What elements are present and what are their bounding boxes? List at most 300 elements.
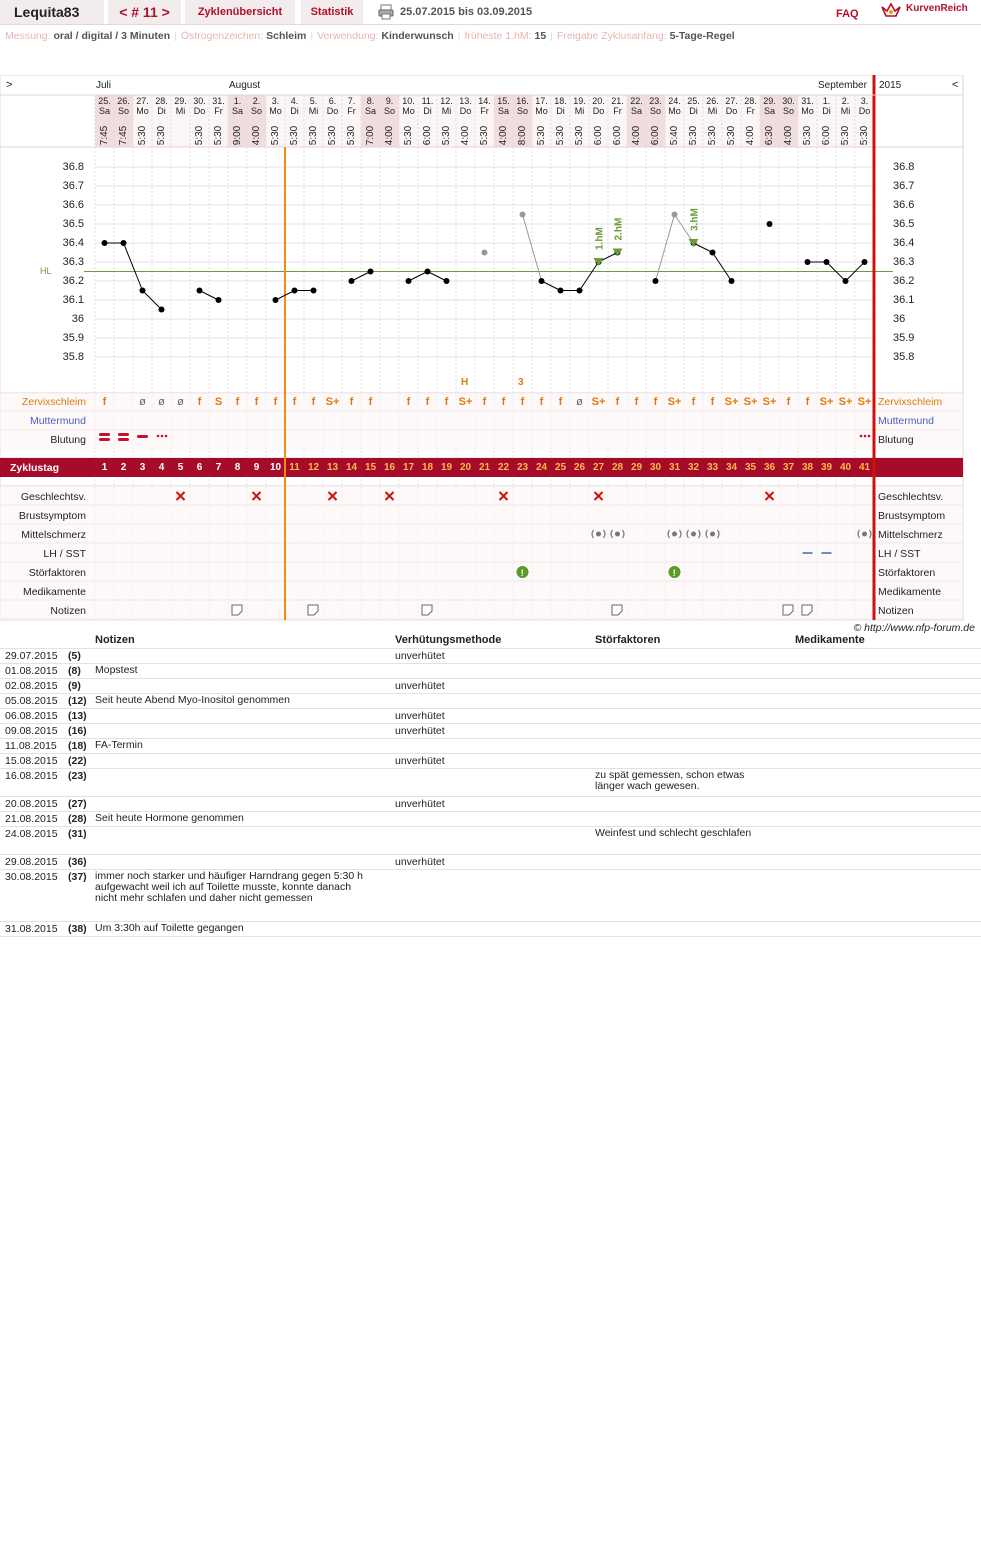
cycle-day: 6 — [196, 462, 203, 473]
y-tick-label: 36.2 — [62, 275, 84, 287]
pain-icon — [691, 532, 696, 537]
pain-icon — [710, 532, 715, 537]
temp-point — [577, 288, 583, 294]
faq-link[interactable]: FAQ — [836, 8, 859, 20]
temp-point — [710, 250, 716, 256]
cycle-day: 22 — [497, 462, 510, 473]
info-label: Verwendung: — [317, 30, 379, 42]
time-value: 5:30 — [555, 125, 566, 145]
weekend-cell — [228, 95, 247, 147]
cycle-day: 20 — [459, 462, 472, 473]
cycle-day: 18 — [421, 462, 434, 473]
weekday: Mo — [535, 106, 548, 116]
weekday: Sa — [497, 106, 509, 116]
weekday: Di — [423, 106, 432, 116]
weekday: Sa — [364, 106, 376, 116]
temp-point — [653, 278, 659, 284]
cycle-day: 17 — [402, 462, 415, 473]
day-number: 8. — [366, 96, 375, 106]
disturb-header: Störfaktoren — [595, 634, 661, 646]
cycle-day: 14 — [345, 462, 358, 473]
time-value: 4:00 — [498, 125, 509, 145]
notes-header-row — [0, 634, 981, 649]
note-date: 31.08.2015 — [5, 923, 58, 935]
pain-icon — [862, 532, 867, 537]
row-label-blutung: Blutung — [50, 434, 86, 446]
temp-point — [197, 288, 203, 294]
note-method: unverhütet — [395, 856, 445, 868]
weekday: Do — [193, 106, 206, 116]
temp-point — [444, 278, 450, 284]
note-date: 20.08.2015 — [5, 798, 58, 810]
weekday: Mi — [175, 106, 186, 116]
mucus-symbol: f — [235, 396, 240, 408]
obs-rows-bg — [0, 393, 963, 450]
notes-header: Notizen — [95, 634, 135, 646]
mucus-symbol: f — [444, 396, 449, 408]
spotting-marker — [157, 435, 160, 438]
time-value: 5:30 — [574, 125, 585, 145]
notes-row — [0, 693, 981, 709]
note-cycle-day: (28) — [68, 813, 87, 825]
hm-label: 1.hM — [594, 227, 606, 250]
y-tick-label: 35.8 — [893, 351, 915, 363]
notes-row — [0, 768, 981, 797]
mucus-symbol: f — [368, 396, 373, 408]
row-label-medi: Medikamente — [878, 586, 942, 598]
peak-marker: H — [461, 377, 469, 388]
mucus-symbol: f — [710, 396, 715, 408]
month-label: Juli — [96, 80, 112, 91]
time-value: 5:30 — [308, 125, 319, 145]
row-label-brust: Brustsymptom — [18, 510, 86, 522]
mucus-symbol: ø — [576, 396, 583, 408]
row-label-lh: LH / SST — [43, 548, 86, 560]
day-number: 15. — [497, 96, 510, 106]
row-label-stoer: Störfaktoren — [28, 567, 86, 579]
weekday: Mi — [707, 106, 718, 116]
cycle-day: 2 — [120, 462, 127, 473]
cycle-day: 27 — [592, 462, 605, 473]
y-tick-label: 36.2 — [893, 275, 915, 287]
day-number: 12. — [440, 96, 453, 106]
weekday: Fr — [746, 106, 755, 116]
cycle-day: 39 — [820, 462, 833, 473]
cycle-day: 21 — [478, 462, 491, 473]
temp-point — [273, 297, 279, 303]
day-number: 24. — [668, 96, 681, 106]
cycle-day: 38 — [801, 462, 814, 473]
cycle-day: 3 — [139, 462, 146, 473]
y-tick-label: 35.9 — [62, 332, 84, 344]
temp-point — [425, 269, 431, 275]
notes-row — [0, 826, 981, 855]
temp-point — [102, 240, 108, 246]
mucus-symbol: S+ — [458, 396, 473, 408]
day-number: 26. — [706, 96, 719, 106]
day-number: 27. — [136, 96, 149, 106]
note-method: unverhütet — [395, 710, 445, 722]
weekend-cell — [779, 95, 798, 147]
day-number: 5. — [309, 96, 318, 106]
note-cycle-day: (22) — [68, 755, 87, 767]
peak-marker: 3 — [518, 377, 524, 388]
day-number: 29. — [174, 96, 187, 106]
day-number: 1. — [233, 96, 242, 106]
date-range: 25.07.2015 bis 03.09.2015 — [400, 6, 533, 18]
y-tick-label: 36.8 — [893, 161, 915, 173]
info-label: Östrogenzeichen: — [180, 30, 264, 42]
weekday: So — [383, 106, 395, 116]
info-value: oral / digital / 3 Minuten — [53, 30, 171, 42]
cycle-day: 40 — [839, 462, 852, 473]
row-label-geschlechtsv: Geschlechtsv. — [878, 491, 944, 503]
time-value: 5:30 — [859, 125, 870, 145]
notes-row — [0, 921, 981, 937]
time-value: 4:00 — [745, 125, 756, 145]
notes-row — [0, 708, 981, 724]
weekday: So — [516, 106, 528, 116]
note-cycle-day: (16) — [68, 725, 87, 737]
y-tick-label: 36.3 — [62, 256, 84, 268]
cycle-day: 41 — [858, 462, 871, 473]
time-value: 5:30 — [802, 125, 813, 145]
temp-point — [121, 240, 127, 246]
day-number: 30. — [782, 96, 795, 106]
note-cycle-day: (18) — [68, 740, 87, 752]
hm-label: 3.hM — [689, 208, 701, 231]
cycle-day: 11 — [289, 462, 300, 473]
y-tick-label: 36.5 — [893, 218, 915, 230]
y-tick-label: 36 — [893, 313, 906, 325]
note-text: Seit heute Abend Myo-Inositol genommen — [95, 694, 290, 706]
day-number: 27. — [725, 96, 738, 106]
row-label-blutung: Blutung — [878, 434, 914, 446]
note-cycle-day: (36) — [68, 856, 87, 868]
row-label-mittel: Mittelschmerz — [21, 529, 86, 541]
mucus-symbol: f — [406, 396, 411, 408]
note-date: 09.08.2015 — [5, 725, 58, 737]
mucus-symbol: f — [615, 396, 620, 408]
mucus-symbol: S+ — [762, 396, 777, 408]
print-icon[interactable] — [378, 4, 394, 20]
day-number: 4. — [290, 96, 299, 106]
cycle-day: 9 — [253, 462, 260, 473]
cycle-day: 8 — [234, 462, 241, 473]
meds-header: Medikamente — [795, 634, 865, 646]
day-number: 11. — [421, 96, 434, 106]
weekday: Mo — [801, 106, 814, 116]
day-number: 2. — [252, 96, 261, 106]
day-number: 3. — [271, 96, 280, 106]
mucus-symbol: f — [501, 396, 506, 408]
weekend-cell — [627, 95, 646, 147]
weekend-cell — [760, 95, 779, 147]
cycle-day: 12 — [307, 462, 320, 473]
brand-name[interactable]: KurvenReich — [906, 3, 968, 14]
cycle-day: 24 — [535, 462, 548, 473]
row-label-zervix: Zervixschleim — [21, 396, 86, 408]
time-value: 7:00 — [365, 125, 376, 145]
temp-point — [729, 278, 735, 284]
mucus-symbol: S+ — [667, 396, 682, 408]
weekday: So — [250, 106, 262, 116]
note-cycle-day: (27) — [68, 798, 87, 810]
note-method: unverhütet — [395, 680, 445, 692]
weekend-cell — [494, 95, 513, 147]
cycle-day: 25 — [554, 462, 567, 473]
cycle-navigator[interactable]: < # 11 > — [108, 0, 181, 24]
time-value: 5:30 — [137, 125, 148, 145]
note-date: 11.08.2015 — [5, 740, 57, 752]
notes-row — [0, 678, 981, 694]
notes-row — [0, 738, 981, 754]
note-disturb: zu spät gemessen, schon etwas länger wach gewesen. — [595, 769, 745, 792]
y-tick-label: 36.6 — [62, 199, 84, 211]
time-value: 5:30 — [536, 125, 547, 145]
y-tick-label: 36.5 — [62, 218, 84, 230]
weekend-cell — [247, 95, 266, 147]
weekday: Mi — [574, 106, 585, 116]
weekday: Mi — [308, 106, 319, 116]
day-number: 30. — [193, 96, 206, 106]
day-number: 17. — [535, 96, 548, 106]
tab-cycle-overview[interactable]: Zyklenübersicht — [185, 0, 295, 24]
time-value: 6:30 — [764, 125, 775, 145]
mucus-symbol: S+ — [724, 396, 739, 408]
notes-row — [0, 811, 981, 827]
row-label-mittel: Mittelschmerz — [878, 529, 943, 541]
temp-point — [672, 212, 678, 218]
header-divider — [0, 24, 981, 25]
cycle-day: 31 — [668, 462, 681, 473]
day-number: 28. — [744, 96, 757, 106]
note-disturb: Weinfest und schlecht geschlafen — [595, 827, 752, 839]
day-number: 20. — [592, 96, 605, 106]
note-text: FA-Termin — [95, 739, 143, 751]
y-tick-label: 36.7 — [62, 180, 84, 192]
temp-point — [292, 288, 298, 294]
time-value: 7:45 — [118, 125, 129, 145]
time-value: 6:00 — [593, 125, 604, 145]
mucus-symbol: S — [214, 396, 223, 408]
tab-statistics[interactable]: Statistik — [301, 0, 363, 24]
nav-prev-button[interactable]: > — [6, 79, 13, 91]
note-cycle-day: (8) — [68, 665, 81, 677]
day-number: 26. — [117, 96, 130, 106]
info-label: Messung: — [5, 30, 51, 42]
mucus-symbol: f — [349, 396, 354, 408]
row-label-notizen: Notizen — [878, 605, 914, 617]
temp-point — [140, 288, 146, 294]
day-number: 10. — [402, 96, 415, 106]
weekday: Fr — [214, 106, 223, 116]
note-method: unverhütet — [395, 725, 445, 737]
day-number: 21. — [611, 96, 624, 106]
cycle-day-band — [0, 458, 963, 477]
pain-icon — [672, 532, 677, 537]
y-tick-label: 36.4 — [62, 237, 84, 249]
cycle-day: 26 — [573, 462, 586, 473]
day-number: 9. — [385, 96, 394, 106]
temp-point — [558, 288, 564, 294]
weekday: Di — [822, 106, 831, 116]
method-header: Verhütungsmethode — [395, 634, 502, 646]
time-value: 4:00 — [631, 125, 642, 145]
day-number: 19. — [573, 96, 586, 106]
disturb-glyph: ! — [520, 568, 524, 578]
row-label-stoer: Störfaktoren — [878, 567, 936, 579]
notes-row — [0, 723, 981, 739]
time-value: 5:30 — [479, 125, 490, 145]
weekday: Sa — [763, 106, 775, 116]
temp-point — [862, 259, 868, 265]
y-tick-label: 36.1 — [893, 294, 915, 306]
cycle-day: 35 — [744, 462, 757, 473]
mucus-symbol: S+ — [591, 396, 606, 408]
weekday: So — [117, 106, 129, 116]
day-number: 29. — [763, 96, 776, 106]
weekday: So — [649, 106, 661, 116]
pain-icon — [615, 532, 620, 537]
day-number: 31. — [212, 96, 225, 106]
weekday: So — [782, 106, 794, 116]
note-cycle-day: (23) — [68, 770, 87, 782]
weekday: Do — [725, 106, 738, 116]
weekday: Di — [157, 106, 166, 116]
disturb-glyph: ! — [672, 568, 676, 578]
cycle-day: 32 — [687, 462, 700, 473]
weekday: Sa — [98, 106, 110, 116]
weekday: Fr — [347, 106, 356, 116]
info-label: früheste 1.hM: — [464, 30, 532, 42]
info-value: 5-Tage-Regel — [669, 30, 735, 42]
time-value: 5:30 — [194, 125, 205, 145]
note-date: 02.08.2015 — [5, 680, 58, 692]
bleeding-marker — [99, 438, 110, 441]
note-date: 05.08.2015 — [5, 695, 58, 707]
mucus-symbol: ø — [158, 396, 165, 408]
note-date: 01.08.2015 — [5, 665, 58, 677]
note-cycle-day: (9) — [68, 680, 81, 692]
weekday: Di — [290, 106, 299, 116]
mucus-symbol: f — [311, 396, 316, 408]
cycle-day: 19 — [440, 462, 453, 473]
note-cycle-day: (38) — [68, 923, 87, 935]
mucus-symbol: f — [102, 396, 107, 408]
weekday: Mi — [441, 106, 452, 116]
time-value: 5:30 — [156, 125, 167, 145]
time-value: 4:00 — [251, 125, 262, 145]
y-tick-label: 36.1 — [62, 294, 84, 306]
mucus-symbol: f — [539, 396, 544, 408]
bleeding-marker — [99, 433, 110, 436]
time-value: 5:30 — [441, 125, 452, 145]
weekend-cell — [646, 95, 665, 147]
mucus-symbol: f — [254, 396, 259, 408]
time-value: 5:40 — [669, 125, 680, 145]
cycle-day: 34 — [725, 462, 738, 473]
weekday: Fr — [613, 106, 622, 116]
y-tick-label: 35.9 — [893, 332, 915, 344]
time-value: 6:00 — [821, 125, 832, 145]
mucus-symbol: f — [292, 396, 297, 408]
day-number: 18. — [554, 96, 567, 106]
cycle-day: 36 — [763, 462, 776, 473]
temp-point — [482, 250, 488, 256]
note-date: 29.07.2015 — [5, 650, 58, 662]
day-number: 1. — [822, 96, 831, 106]
day-number: 31. — [801, 96, 814, 106]
day-number: 22. — [630, 96, 643, 106]
cycle-day: 5 — [177, 462, 184, 473]
y-tick-label: 36.3 — [893, 256, 915, 268]
mucus-symbol: ø — [139, 396, 146, 408]
note-date: 30.08.2015 — [5, 871, 58, 883]
cycle-day: 33 — [706, 462, 719, 473]
mucus-symbol: f — [805, 396, 810, 408]
year-label: 2015 — [879, 80, 902, 91]
mucus-symbol: f — [786, 396, 791, 408]
time-value: 4:00 — [460, 125, 471, 145]
row-label-medi: Medikamente — [22, 586, 86, 598]
notes-row — [0, 663, 981, 679]
spotting-marker — [161, 435, 164, 438]
mucus-symbol: f — [634, 396, 639, 408]
time-value: 6:00 — [422, 125, 433, 145]
bleeding-marker — [118, 438, 129, 441]
pain-icon — [596, 532, 601, 537]
note-text: Seit heute Hormone genommen — [95, 812, 244, 824]
y-tick-label: 36.7 — [893, 180, 915, 192]
weekend-cell — [361, 95, 380, 147]
mucus-symbol: S+ — [838, 396, 853, 408]
spotting-marker — [860, 435, 863, 438]
temp-point — [311, 288, 317, 294]
weekday: Mo — [269, 106, 282, 116]
notes-row — [0, 753, 981, 769]
row-label-muttermund: Muttermund — [878, 415, 935, 427]
y-tick-label: 36.4 — [893, 237, 915, 249]
weekday: Di — [556, 106, 565, 116]
temp-point — [159, 307, 165, 313]
weekday: Mi — [840, 106, 851, 116]
time-value: 5:30 — [840, 125, 851, 145]
note-date: 16.08.2015 — [5, 770, 58, 782]
temp-point — [767, 221, 773, 227]
time-value: 5:30 — [403, 125, 414, 145]
note-text: Um 3:30h auf Toilette gegangen — [95, 922, 244, 934]
weekday: Do — [326, 106, 339, 116]
temp-point — [824, 259, 830, 265]
day-number: 6. — [328, 96, 337, 106]
mucus-symbol: f — [653, 396, 658, 408]
spotting-marker — [165, 435, 168, 438]
note-date: 21.08.2015 — [5, 813, 58, 825]
day-number: 25. — [98, 96, 111, 106]
nav-next-button[interactable]: < — [952, 79, 959, 91]
notes-row — [0, 796, 981, 812]
weekday: Sa — [231, 106, 243, 116]
time-value: 5:30 — [346, 125, 357, 145]
time-value: 5:30 — [213, 125, 224, 145]
month-label: September — [818, 80, 867, 91]
row-label-brust: Brustsymptom — [878, 510, 946, 522]
time-value: 7:45 — [99, 125, 110, 145]
cycle-day: 10 — [269, 462, 282, 473]
temp-point — [216, 297, 222, 303]
mucus-symbol: S+ — [857, 396, 872, 408]
